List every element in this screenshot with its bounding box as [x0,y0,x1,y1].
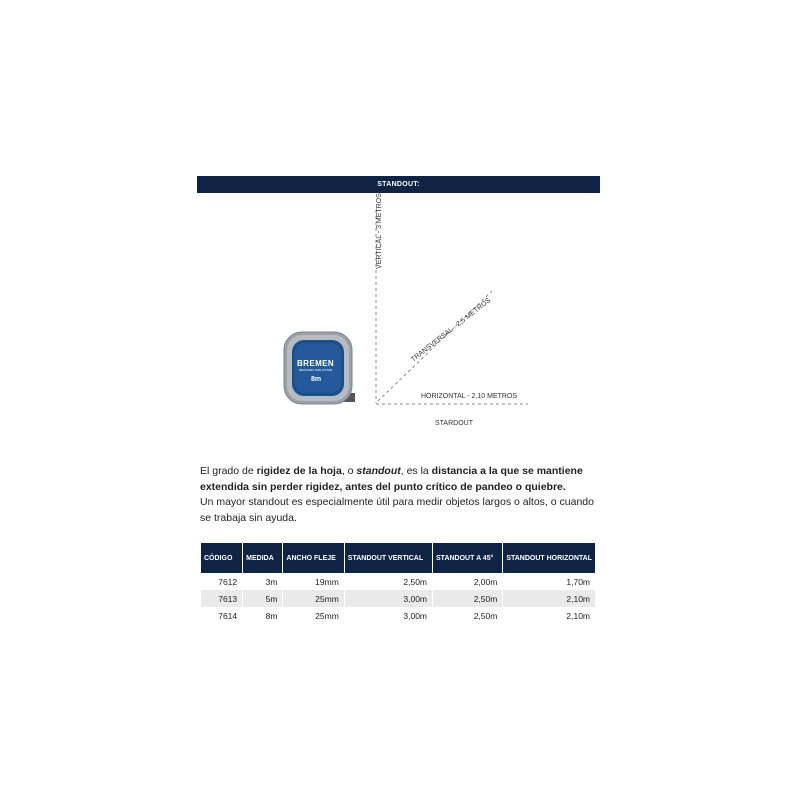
cell-45: 2,50m [473,610,498,621]
cell-vertical: 2,50m [403,576,428,587]
cell-vertical: 3,00m [345,590,432,607]
cell-45: 2,50m [433,590,502,607]
vertical-label: VERTICAL - 3 METROS [376,193,383,269]
standout-description [200,464,600,526]
cell-vertical: 3,00m [403,610,428,621]
tape-subtitle: MEASURING TAPE SYSTEM [299,369,333,372]
cell-ancho: 25mm [283,590,343,607]
cell-codigo: 7612 [218,576,238,587]
header-medida: MEDIDA [243,543,282,573]
tape-measure-image [283,331,355,406]
horizontal-label: HORIZONTAL - 2,10 METROS [421,393,518,400]
table-row [201,590,595,607]
cell-codigo: 7613 [201,590,242,607]
table-row [201,573,595,590]
standout-banner: STANDOUT: [197,176,600,193]
cell-horizontal: 2,10m [503,590,595,607]
description-paragraph-1: El grado de rigidez de la hoja, o standout, es la distancia a la que se mantiene extendida sin perder rigidez, antes del punto crítico de pandeo o quiebre. [200,465,583,493]
cell-medida: 8m [265,610,278,621]
cell-ancho: 19mm [315,576,339,587]
cell-horizontal: 1,70m [566,576,590,587]
cell-horizontal: 2,10m [566,610,590,621]
header-standout-horizontal: STANDOUT HORIZONTAL [503,543,595,573]
header-ancho-fleje: ANCHO FLEJE [283,543,343,573]
table-header-row [201,543,595,573]
tape-brand: BREMEN [297,359,335,368]
transversal-label: TRANSVERSAL - 2,5 METROS [410,297,493,364]
header-standout-vertical: STANDOUT VERTICAL [345,543,432,573]
header-standout-45: STANDOUT A 45° [433,543,502,573]
header-codigo: CÓDIGO [201,543,242,573]
tape-size: 8m [311,376,322,383]
description-paragraph-2: Un mayor standout es especialmente útil para medir objetos largos o altos, o cuando se trabaja sin ayuda. [200,496,594,524]
standout-specs-table [200,543,596,624]
table-row [201,607,595,624]
cell-medida: 5m [243,590,282,607]
cell-codigo: 7614 [218,610,238,621]
cell-medida: 3m [265,576,278,587]
cell-ancho: 25mm [315,610,339,621]
diagram-caption: STARDOUT [435,420,473,427]
cell-45: 2,00m [473,576,498,587]
